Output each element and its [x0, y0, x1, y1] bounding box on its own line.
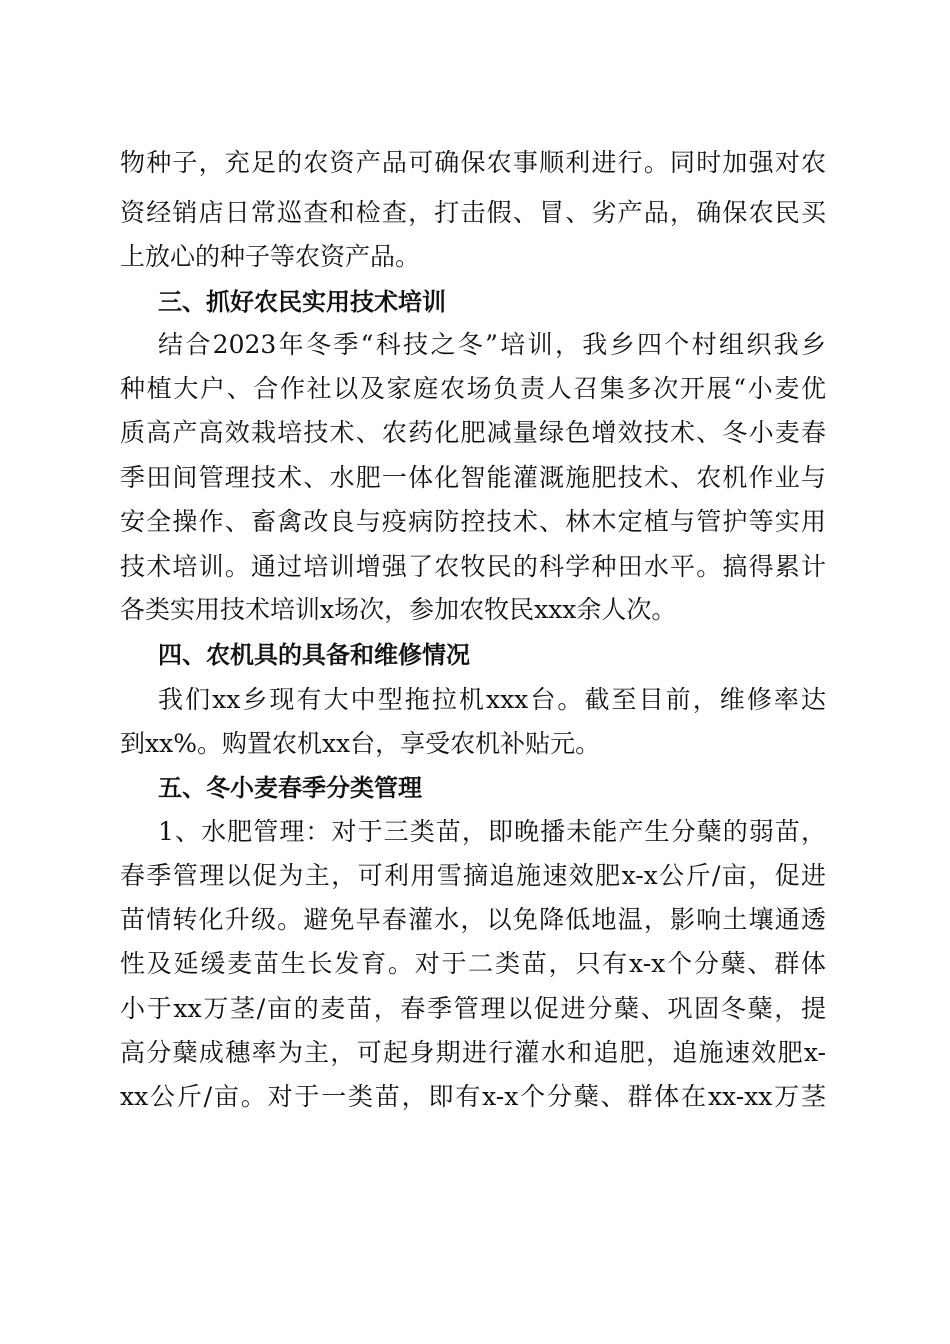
paragraph-line: 性及延缓麦苗生长发育。对于二类苗，只有x-x个分蘖、群体: [120, 949, 826, 978]
section-heading-5: 五、冬小麦春季分类管理: [158, 774, 422, 802]
paragraph-line: 物种子，充足的农资产品可确保农事顺利进行。同时加强对农: [120, 148, 826, 177]
paragraph-line: 结合2023年冬季“科技之冬”培训，我乡四个村组织我乡: [158, 330, 826, 359]
paragraph-line: 到xx%。购置农机xx台，享受农机补贴元。: [120, 729, 601, 758]
section-heading-3: 三、抓好农民实用技术培训: [158, 288, 446, 316]
paragraph-line: 季田间管理技术、水肥一体化智能灌溉施肥技术、农机作业与: [120, 463, 826, 492]
paragraph-line: 我们xx乡现有大中型拖拉机xxx台。截至目前，维修率达: [158, 685, 826, 714]
paragraph-line: 种植大户、合作社以及家庭农场负责人召集多次开展“小麦优: [120, 374, 826, 403]
paragraph-line: 安全操作、畜禽改良与疫病防控技术、林木定植与管护等实用: [120, 507, 826, 536]
paragraph-line: 春季管理以促为主，可利用雪摘追施速效肥x-x公斤/亩，促进: [120, 861, 826, 890]
paragraph-line: 上放心的种子等农资产品。: [120, 242, 421, 271]
paragraph-line: 资经销店日常巡查和检查，打击假、冒、劣产品，确保农民买: [120, 198, 826, 227]
paragraph-line: xx公斤/亩。对于一类苗，即有x-x个分蘖、群体在xx-xx万茎: [120, 1082, 826, 1111]
paragraph-line: 苗情转化升级。避免早春灌水，以免降低地温，影响土壤通透: [120, 905, 826, 934]
paragraph-line: 技术培训。通过培训增强了农牧民的科学种田水平。搞得累计: [120, 552, 826, 581]
paragraph-line: 质高产高效栽培技术、农药化肥减量绿色增效技术、冬小麦春: [120, 418, 826, 447]
paragraph-line: 小于xx万茎/亩的麦苗，春季管理以促进分蘖、巩固冬蘖，提: [120, 994, 826, 1023]
paragraph-line: 1、水肥管理：对于三类苗，即晚播未能产生分蘖的弱苗，: [158, 817, 826, 846]
section-heading-4: 四、农机具的具备和维修情况: [158, 641, 470, 669]
paragraph-line: 高分蘖成穗率为主，可起身期进行灌水和追肥，追施速效肥x-: [120, 1038, 826, 1067]
paragraph-line: 各类实用技术培训x场次，参加农牧民xxx余人次。: [120, 595, 677, 624]
